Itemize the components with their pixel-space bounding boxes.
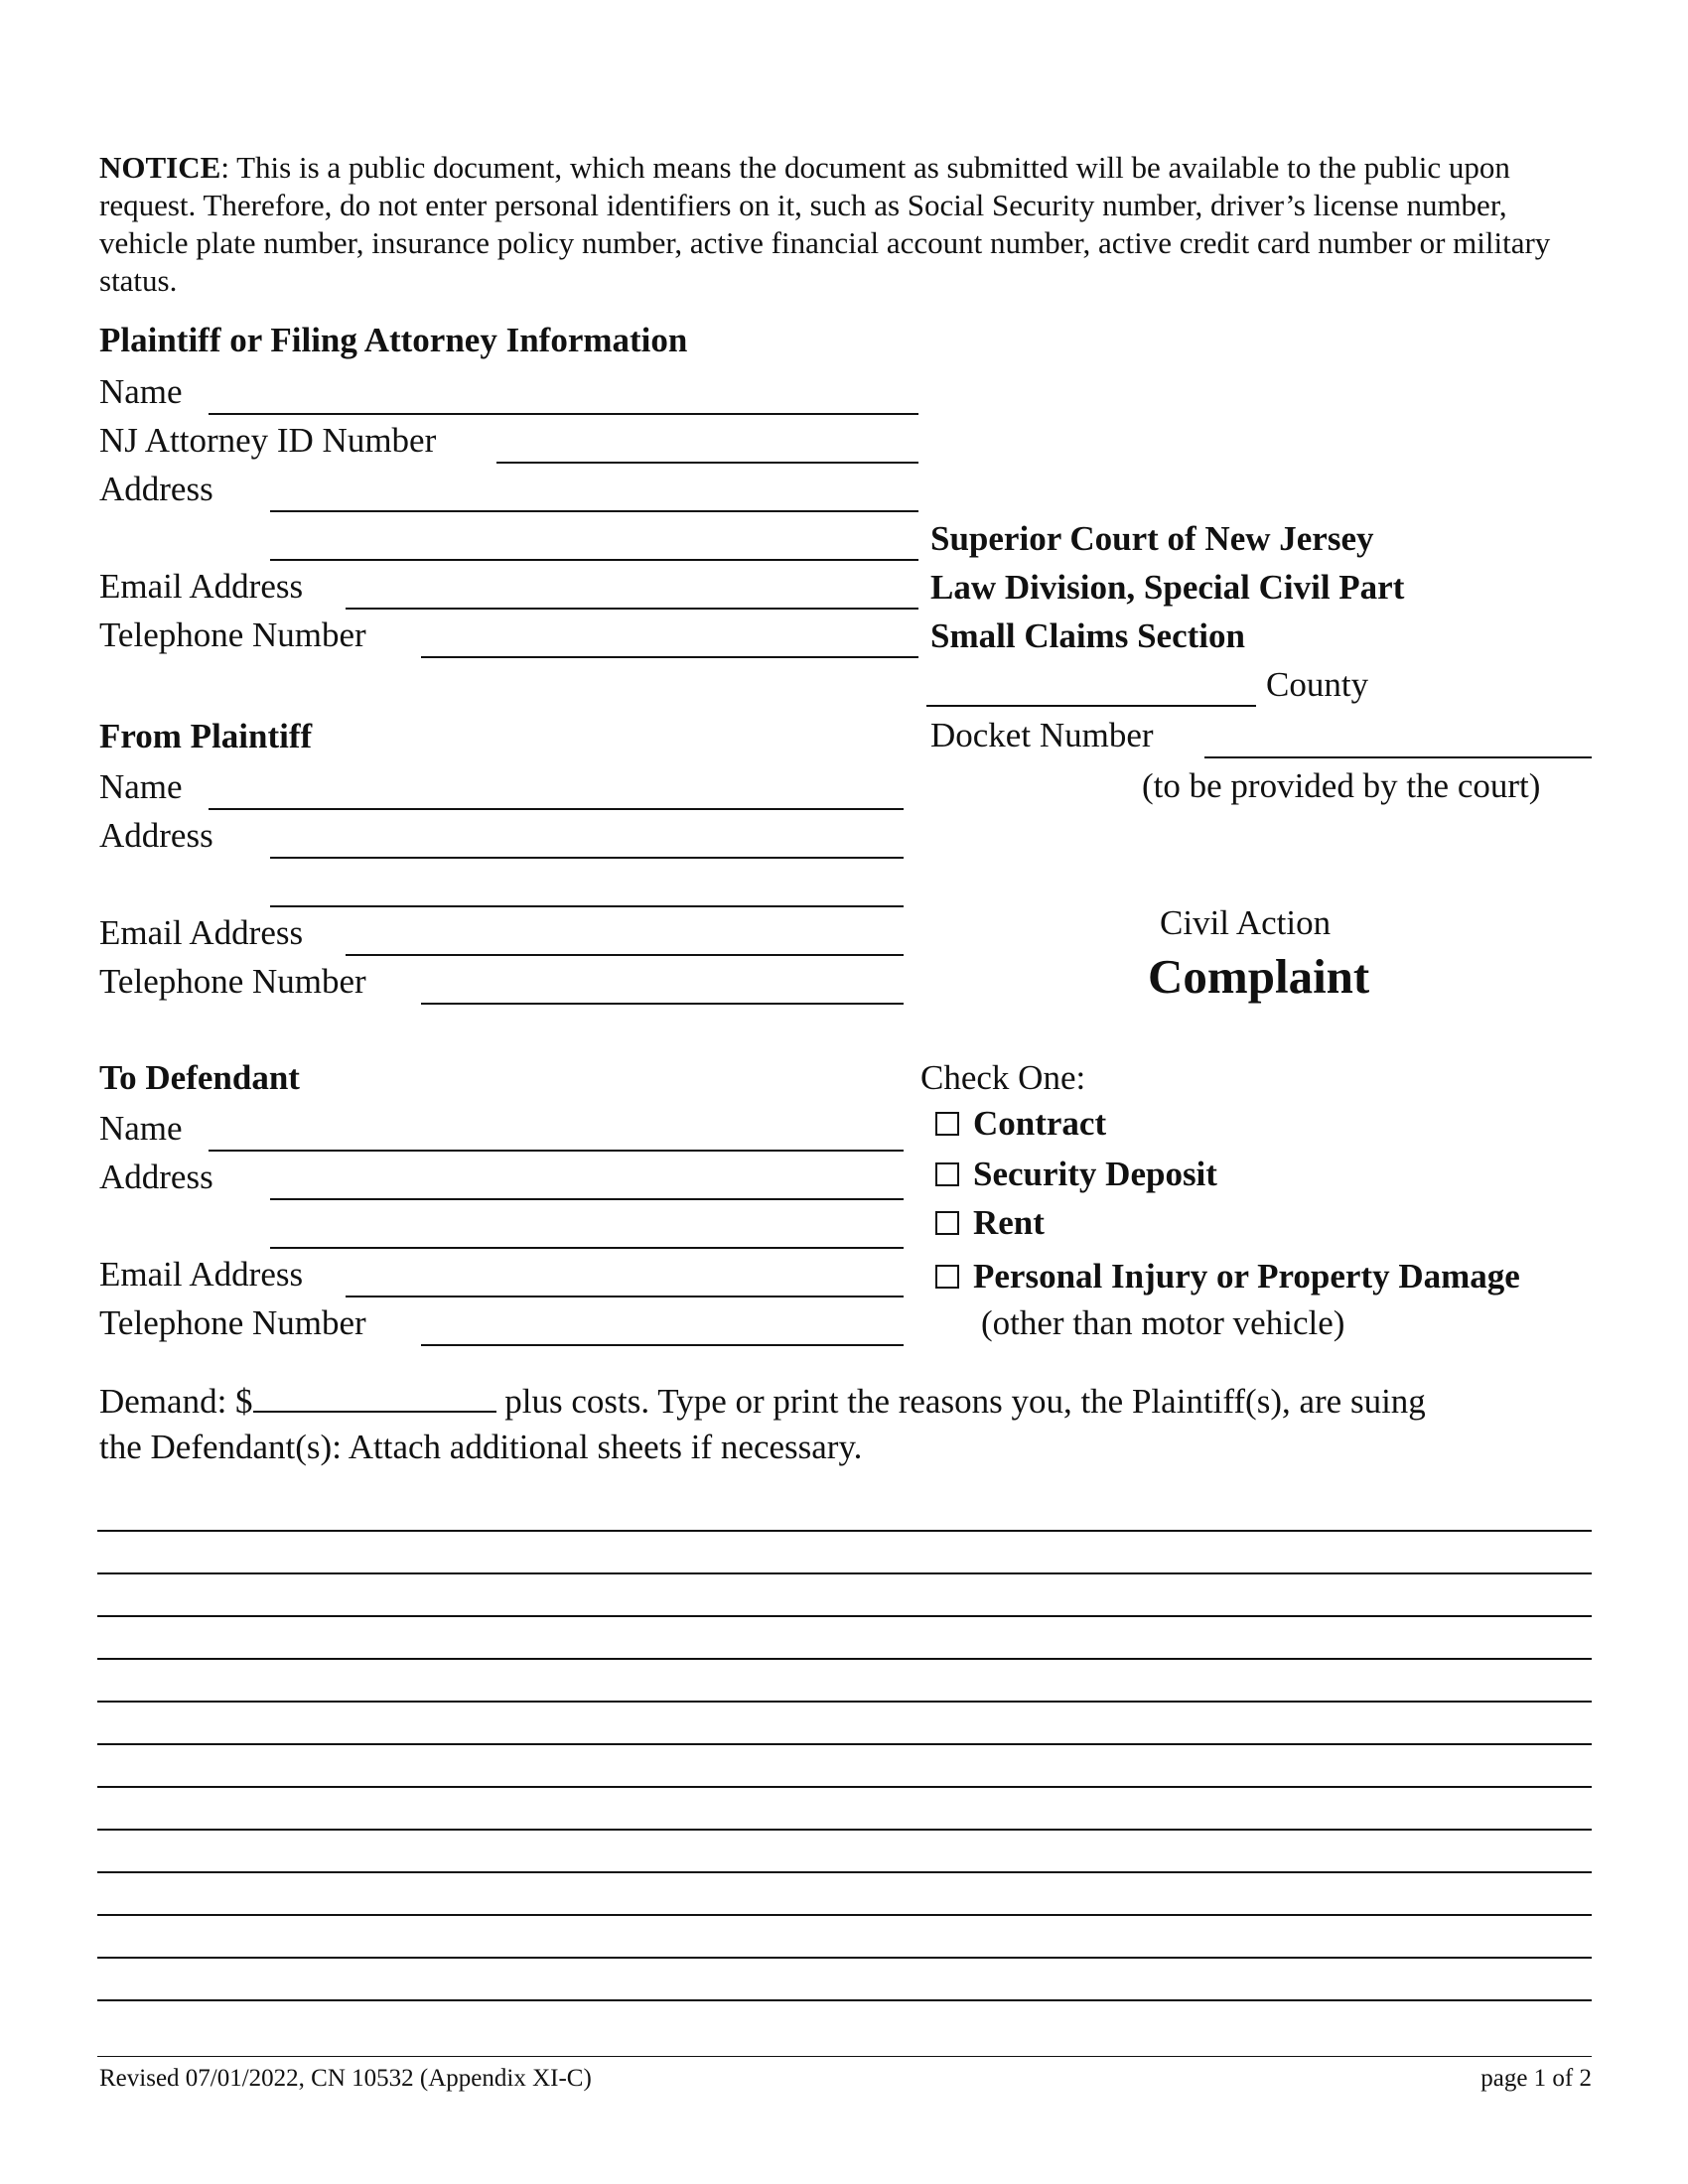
defendant-name-label: Name [99, 1109, 183, 1148]
contract-label: Contract [973, 1104, 1107, 1143]
demand-suffix: plus costs. Type or print the reasons you, the Plaintiff(s), are suing [495, 1382, 1426, 1421]
attorney-phone-field[interactable] [421, 656, 918, 658]
document-title: Complaint [1148, 949, 1370, 1004]
plaintiff-phone-field[interactable] [421, 1003, 904, 1005]
attorney-name-field[interactable] [209, 413, 918, 415]
demand-line-1 [99, 1382, 1426, 1422]
plaintiff-address-field-1[interactable] [270, 857, 904, 859]
footer-page-number: page 1 of 2 [1480, 2065, 1592, 2092]
county-label: County [1266, 665, 1369, 704]
attorney-email-field[interactable] [346, 608, 918, 610]
option-personal-injury[interactable] [935, 1257, 1520, 1297]
attorney-id-label: NJ Attorney ID Number [99, 421, 437, 460]
personal-injury-checkbox[interactable] [935, 1265, 959, 1289]
notice-paragraph [99, 149, 1589, 300]
defendant-name-field[interactable] [209, 1150, 904, 1152]
option-contract[interactable] [935, 1104, 1106, 1144]
plaintiff-name-field[interactable] [209, 808, 904, 810]
attorney-phone-label: Telephone Number [99, 615, 366, 654]
demand-amount-field[interactable] [253, 1383, 496, 1413]
court-section: Small Claims Section [930, 616, 1245, 655]
docket-number-label: Docket Number [930, 716, 1154, 754]
docket-note: (to be provided by the court) [1142, 766, 1541, 805]
attorney-address-label: Address [99, 470, 213, 508]
plaintiff-address-field-2[interactable] [270, 905, 904, 907]
defendant-email-label: Email Address [99, 1255, 304, 1294]
attorney-address-field-2[interactable] [270, 559, 918, 561]
demand-line-2: the Defendant(s): Attach additional sheets if necessary. [99, 1428, 863, 1466]
rent-label: Rent [973, 1203, 1045, 1242]
attorney-heading: Plaintiff or Filing Attorney Information [99, 321, 688, 359]
personal-injury-note: (other than motor vehicle) [981, 1303, 1345, 1342]
footer-divider [97, 2056, 1592, 2057]
docket-number-field[interactable] [1204, 756, 1592, 758]
plaintiff-address-label: Address [99, 816, 213, 855]
defendant-address-field-1[interactable] [270, 1198, 904, 1200]
reason-line[interactable] [97, 1530, 1592, 1532]
security-deposit-label: Security Deposit [973, 1155, 1217, 1193]
rent-checkbox[interactable] [935, 1211, 959, 1235]
reason-line[interactable] [97, 1957, 1592, 1959]
reason-line[interactable] [97, 1658, 1592, 1660]
defendant-address-field-2[interactable] [270, 1247, 904, 1249]
personal-injury-label: Personal Injury or Property Damage [973, 1257, 1520, 1296]
plaintiff-email-label: Email Address [99, 913, 304, 952]
defendant-address-label: Address [99, 1158, 213, 1196]
notice-text: : This is a public document, which means the document as submitted will be available to the public upon request. Therefore, do not enter personal identifiers on it, such as Social Security number, driver’s license number, vehicle plate number, insurance policy number, active financial account number, active credit card number or military status. [99, 150, 1551, 298]
civil-action-label: Civil Action [1160, 903, 1332, 942]
court-name: Superior Court of New Jersey [930, 519, 1374, 558]
reason-line[interactable] [97, 1743, 1592, 1745]
security-deposit-checkbox[interactable] [935, 1162, 959, 1186]
footer-revision: Revised 07/01/2022, CN 10532 (Appendix XI-C) [99, 2065, 592, 2092]
plaintiff-phone-label: Telephone Number [99, 962, 366, 1001]
reason-line[interactable] [97, 1615, 1592, 1617]
defendant-email-field[interactable] [346, 1296, 904, 1297]
plaintiff-email-field[interactable] [346, 954, 904, 956]
option-rent[interactable] [935, 1203, 1045, 1243]
reason-line[interactable] [97, 1701, 1592, 1703]
reason-line[interactable] [97, 1914, 1592, 1916]
plaintiff-name-label: Name [99, 767, 183, 806]
court-division: Law Division, Special Civil Part [930, 568, 1405, 607]
defendant-phone-label: Telephone Number [99, 1303, 366, 1342]
attorney-id-field[interactable] [496, 462, 918, 464]
reason-line[interactable] [97, 1999, 1592, 2001]
attorney-name-label: Name [99, 372, 183, 411]
defendant-heading: To Defendant [99, 1058, 300, 1097]
attorney-address-field-1[interactable] [270, 510, 918, 512]
demand-prefix: Demand: $ [99, 1382, 253, 1421]
reason-line[interactable] [97, 1871, 1592, 1873]
county-field[interactable] [926, 705, 1256, 707]
contract-checkbox[interactable] [935, 1112, 959, 1136]
plaintiff-heading: From Plaintiff [99, 717, 313, 755]
attorney-email-label: Email Address [99, 567, 304, 606]
reason-line[interactable] [97, 1786, 1592, 1788]
notice-label: NOTICE [99, 150, 221, 185]
check-one-label: Check One: [920, 1058, 1086, 1097]
reason-line[interactable] [97, 1572, 1592, 1574]
defendant-phone-field[interactable] [421, 1344, 904, 1346]
option-security-deposit[interactable] [935, 1155, 1217, 1194]
reason-line[interactable] [97, 1829, 1592, 1831]
